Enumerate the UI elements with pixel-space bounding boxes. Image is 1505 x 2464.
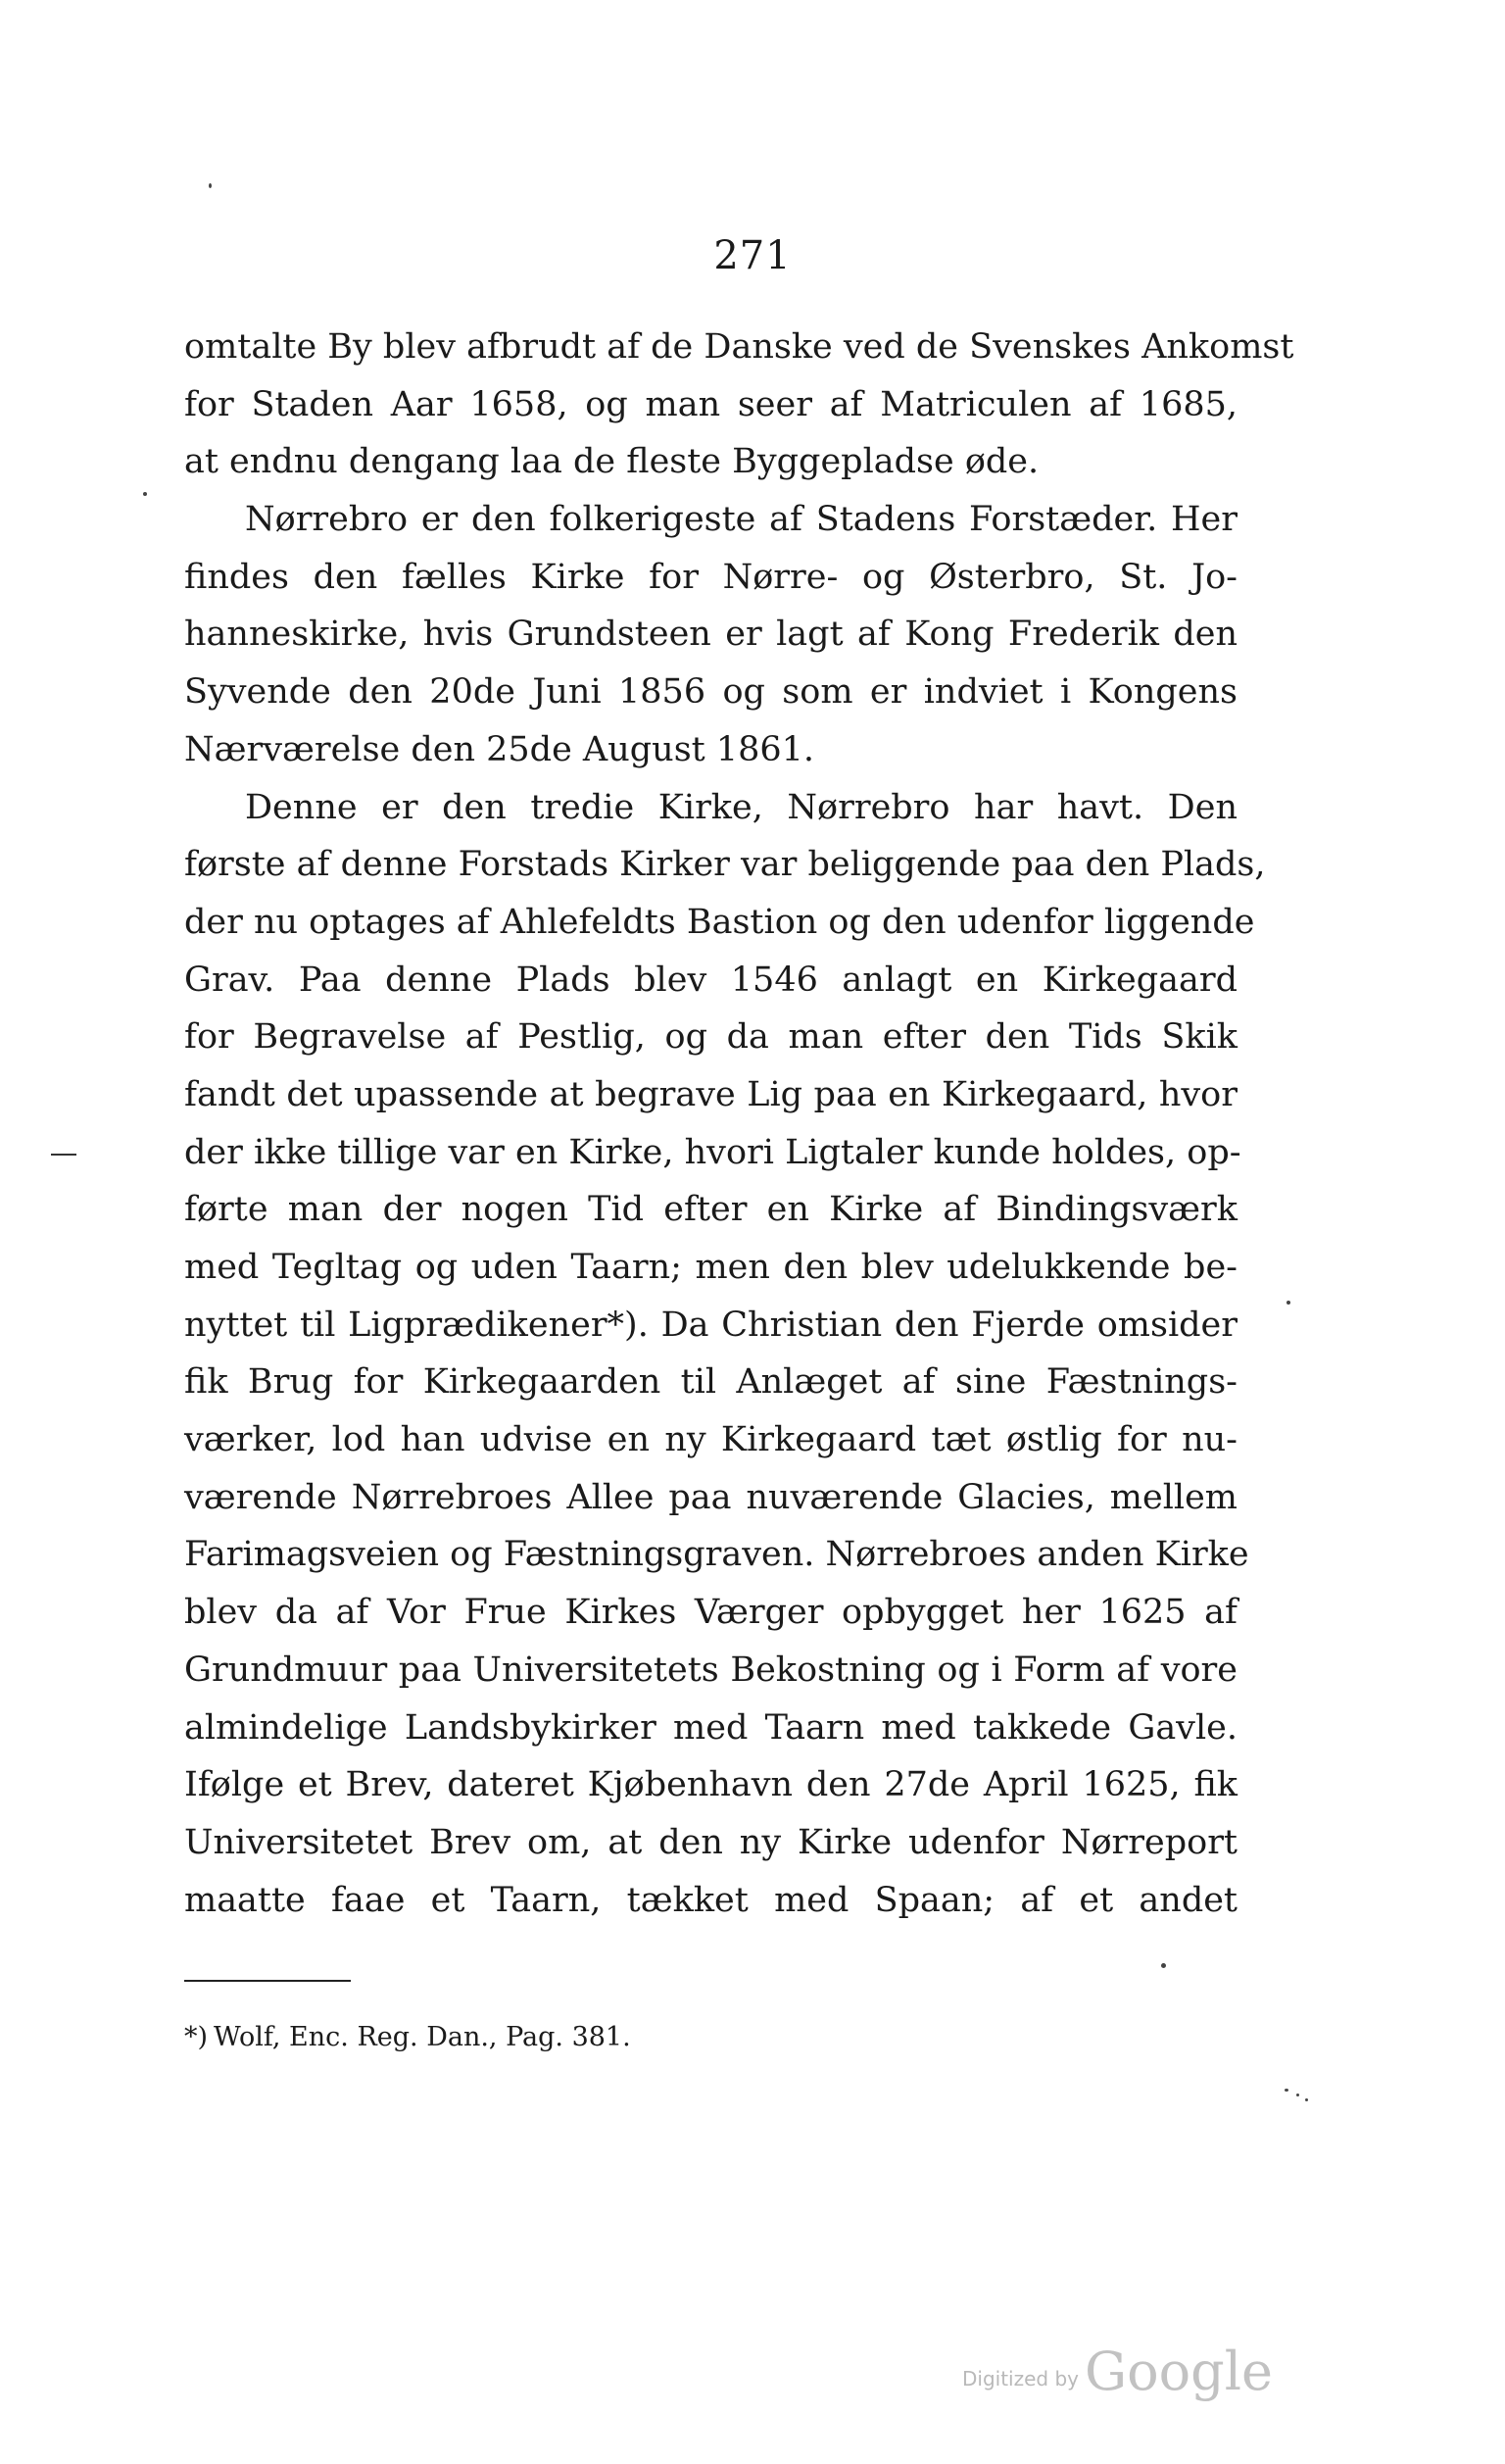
text-line: Nørrebro er den folkerigeste af Stadens Forstæder. Her: [245, 500, 1238, 540]
body-text: [184, 319, 1294, 1929]
text-line: for Staden Aar 1658, og man seer af Matriculen af 1685,: [184, 384, 1238, 424]
text-line: Syvende den 20de Juni 1856 og som er indviet i Kongens: [184, 672, 1238, 713]
scan-speck: [143, 492, 147, 496]
google-logo: Google: [1085, 2341, 1273, 2402]
text-line: Farimagsveien og Fæstningsgraven. Nørrebroes anden Kirke: [184, 1535, 1249, 1575]
text-line: findes den fælles Kirke for Nørre- og Østerbro, St. Jo-: [184, 557, 1238, 597]
text-line: maatte faae et Taarn, tækket med Spaan; af et andet: [184, 1880, 1238, 1920]
scan-speck: [1285, 2089, 1288, 2092]
text-line: førte man der nogen Tid efter en Kirke af Bindingsværk: [184, 1190, 1238, 1230]
text-line: Nærværelse den 25de August 1861.: [184, 729, 815, 769]
footnote-text: Wolf, Enc. Reg. Dan., Pag. 381.: [214, 2022, 631, 2052]
text-line: omtalte By blev afbrudt af de Danske ved de Svenskes Ankomst: [184, 327, 1294, 367]
text-line: Denne er den tredie Kirke, Nørrebro har havt. Den: [245, 787, 1238, 827]
scan-speck: [1296, 2094, 1299, 2096]
scan-speck: [209, 183, 212, 188]
text-line: værker, lod han udvise en ny Kirkegaard tæt østlig for nu-: [184, 1420, 1238, 1460]
page-number: 271: [713, 233, 792, 278]
text-line: med Tegltag og uden Taarn; men den blev udelukkende be-: [184, 1248, 1238, 1287]
footnote-divider: [184, 1980, 351, 1982]
watermark-prefix: Digitized by: [962, 2367, 1079, 2390]
footnote-marker: *): [184, 2022, 209, 2052]
text-line: fandt det upassende at begrave Lig paa en Kirkegaard, hvor: [184, 1074, 1238, 1114]
text-line: almindelige Landsbykirker med Taarn med takkede Gavle.: [184, 1707, 1238, 1748]
text-line: fik Brug for Kirkegaarden til Anlæget af sine Fæstnings-: [184, 1362, 1238, 1403]
text-line: første af denne Forstads Kirker var beliggende paa den Plads,: [184, 845, 1266, 885]
text-line: for Begravelse af Pestlig, og da man efter den Tids Skik: [184, 1017, 1238, 1058]
text-line: der ikke tillige var en Kirke, hvori Ligtaler kunde holdes, op-: [184, 1132, 1241, 1172]
text-line: hanneskirke, hvis Grundsteen er lagt af Kong Frederik den: [184, 615, 1238, 655]
scan-speck: [1287, 1301, 1290, 1305]
margin-mark: [51, 1154, 76, 1156]
text-line: nyttet til Ligprædikener*). Da Christian den Fjerde omsider: [184, 1305, 1238, 1345]
text-line: at endnu dengang laa de fleste Byggepladse øde.: [184, 442, 1040, 482]
scan-speck: [1305, 2098, 1308, 2101]
text-line: Grav. Paa denne Plads blev 1546 anlagt en Kirkegaard: [184, 960, 1238, 1000]
text-line: Ifølge et Brev, dateret Kjøbenhavn den 27de April 1625, fik: [184, 1765, 1238, 1805]
text-line: Universitetet Brev om, at den ny Kirke udenfor Nørreport: [184, 1822, 1238, 1862]
text-line: blev da af Vor Frue Kirkes Værger opbygget her 1625 af: [184, 1593, 1238, 1633]
text-line: Grundmuur paa Universitetets Bekostning og i Form af vore: [184, 1650, 1238, 1690]
footnote: [184, 2022, 631, 2052]
scan-speck: [1161, 1963, 1166, 1968]
text-line: der nu optages af Ahlefeldts Bastion og den udenfor liggende: [184, 902, 1255, 942]
digitized-by-google-watermark: [962, 2341, 1273, 2402]
text-line: værende Nørrebroes Allee paa nuværende Glacies, mellem: [184, 1477, 1238, 1517]
